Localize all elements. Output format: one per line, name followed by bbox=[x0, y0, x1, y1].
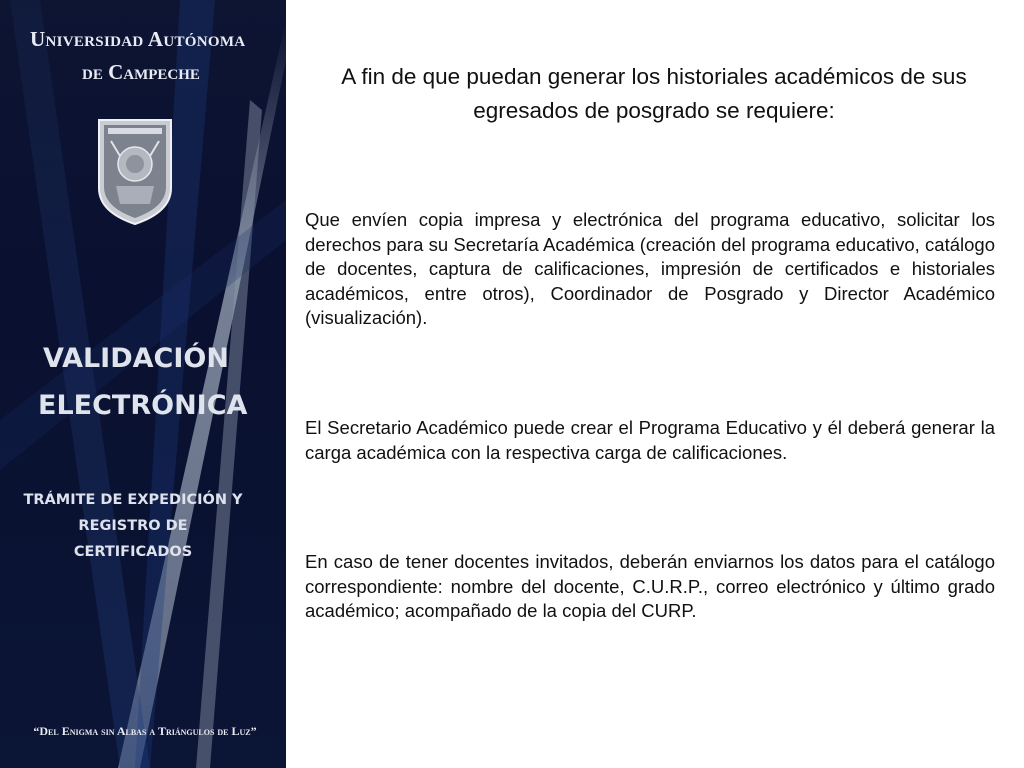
procedure-title: TRÁMITE DE EXPEDICIÓN Y REGISTRO DE CERTIFICADOS bbox=[23, 492, 243, 560]
paragraph-requirements: Que envíen copia impresa y electrónica del programa educativo, solicitar los derechos para su Secretaría Académica (creación del programa educativo, catálogo de docentes, captura de calificaciones, impresión de certificados e historiales académicos, entre otros), Coordinador de Posgrado y Director Académico (visualización). bbox=[305, 209, 995, 328]
sidebar-panel bbox=[0, 0, 286, 768]
university-name-line1: Universidad Autónoma bbox=[30, 27, 246, 51]
validation-title-line2: ELECTRÓNICA bbox=[38, 390, 248, 421]
university-seal-icon bbox=[96, 116, 174, 226]
paragraph-guest-teachers: En caso de tener docentes invitados, deberán enviarnos los datos para el catálogo correspondiente: nombre del docente, C.U.R.P., correo electrónico y último grado académico; acompañado de la copia del CURP. bbox=[305, 551, 995, 621]
university-name-line2: de Campeche bbox=[82, 60, 200, 84]
university-motto: “Del Enigma sin Albas a Triángulos de Luz” bbox=[33, 724, 257, 738]
page-title: A fin de que puedan generar los historiales académicos de sus egresados de posgrado se requiere: bbox=[341, 64, 967, 123]
validation-title-line1: VALIDACIÓN bbox=[43, 343, 229, 374]
paragraph-academic-secretary: El Secretario Académico puede crear el Programa Educativo y él deberá generar la carga académica con la respectiva carga de calificaciones. bbox=[305, 417, 995, 463]
